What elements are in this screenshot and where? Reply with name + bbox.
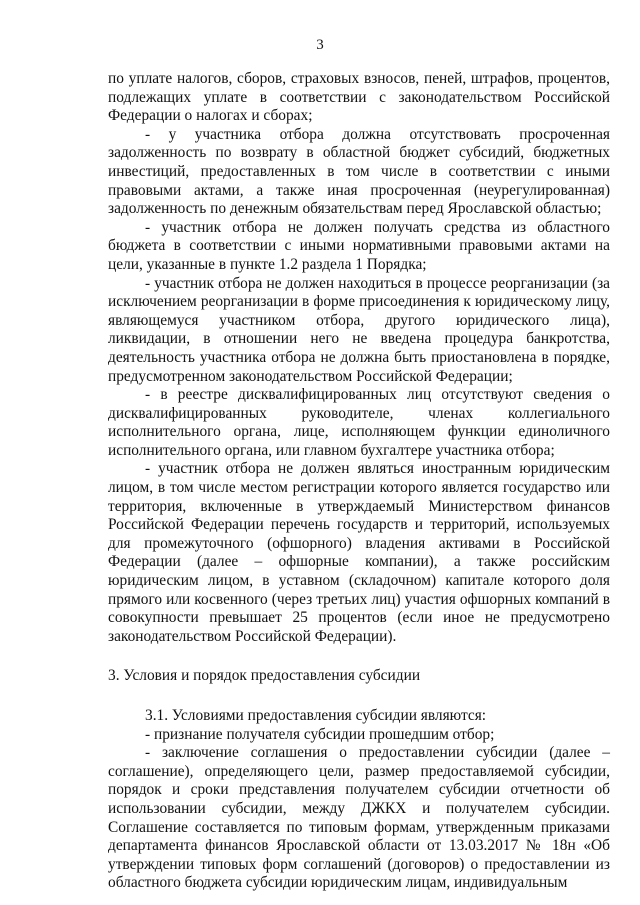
paragraph-conditions-intro: 3.1. Условиями предоставления субсидии являются:: [145, 707, 487, 724]
paragraph-offshore-companies: - участник отбора не должен являться иностранным юридическим лицом, в том числе местом регистрации которого является государство или территория, включенные в утверждаемый Министерством финансов Российской Федерации перечень государств и территорий, используемых для промежуточного (офшорного) владения активами в Российской Федерации (далее – офшорные компании), а также российским юридическим лицом, в уставном (складочном) капитале которого доля прямого или косвенного (через третьих лиц) участия офшорных компаний в совокупности превышает 25 процентов (если иное не предусмотрено законодательством Российской Федерации).: [108, 460, 610, 645]
paragraph-budget-debt: - у участника отбора должна отсутствовать просроченная задолженность по возврату в областной бюджет субсидий, бюджетных инвестиций, предоставленных в том числе в соответствии с иными правовыми актами, а также иная просроченная (неурегулированная) задолженность по денежным обязательствам перед Ярославской областью;: [108, 125, 610, 218]
section-heading: 3. Условия и порядок предоставления субсидии: [108, 667, 421, 685]
paragraph-selection-passed: - признание получателя субсидии прошедшим отбор;: [145, 725, 495, 743]
page-number: 3: [316, 37, 324, 53]
paragraph-reorganization: - участник отбора не должен находиться в процессе реорганизации (за исключением реорганизации в форме присоединения к юридическому лицу, являющемуся участником отбора, другого юридического лица), ликвидации, в отношении него не введена процедура банкротства, деятельность участника отбора не должна быть приостановлена в порядке, предусмотренном законодательством Российской Федерации;: [108, 274, 610, 385]
paragraph-disqualified-persons: - в реестре дисквалифицированных лиц отсутствуют сведения о дисквалифицированных руководителе, членах коллегиального исполнительного органа, лице, исполняющем функции единоличного исполнительного органа, или главном бухгалтере участника отбора;: [108, 386, 610, 459]
paragraph-tax-obligations: по уплате налогов, сборов, страховых взносов, пеней, штрафов, процентов, подлежащих уплате в соответствии с законодательством Российской Федерации о налогах и сборах;: [108, 70, 610, 125]
paragraph-agreement: - заключение соглашения о предоставлении субсидии (далее – соглашение), определяющего цели, размер предоставляемой субсидии, порядок и сроки представления получателем субсидии отчетности об использовании субсидии, между ДЖКХ и получателем субсидии. Соглашение составляется по типовым формам, утвержденным приказами департамента финансов Ярославской области от 13.03.2017 № 18н «Об утверждении типовых форм соглашений (договоров) о предоставлении из областного бюджета субсидии юридическим лицам, индивидуальным: [108, 744, 610, 892]
paragraph-other-funding: - участник отбора не должен получать средства из областного бюджета в соответствии с иными нормативными правовыми актами на цели, указанные в пункте 1.2 раздела 1 Порядка;: [108, 218, 610, 273]
document-body: [108, 70, 610, 893]
